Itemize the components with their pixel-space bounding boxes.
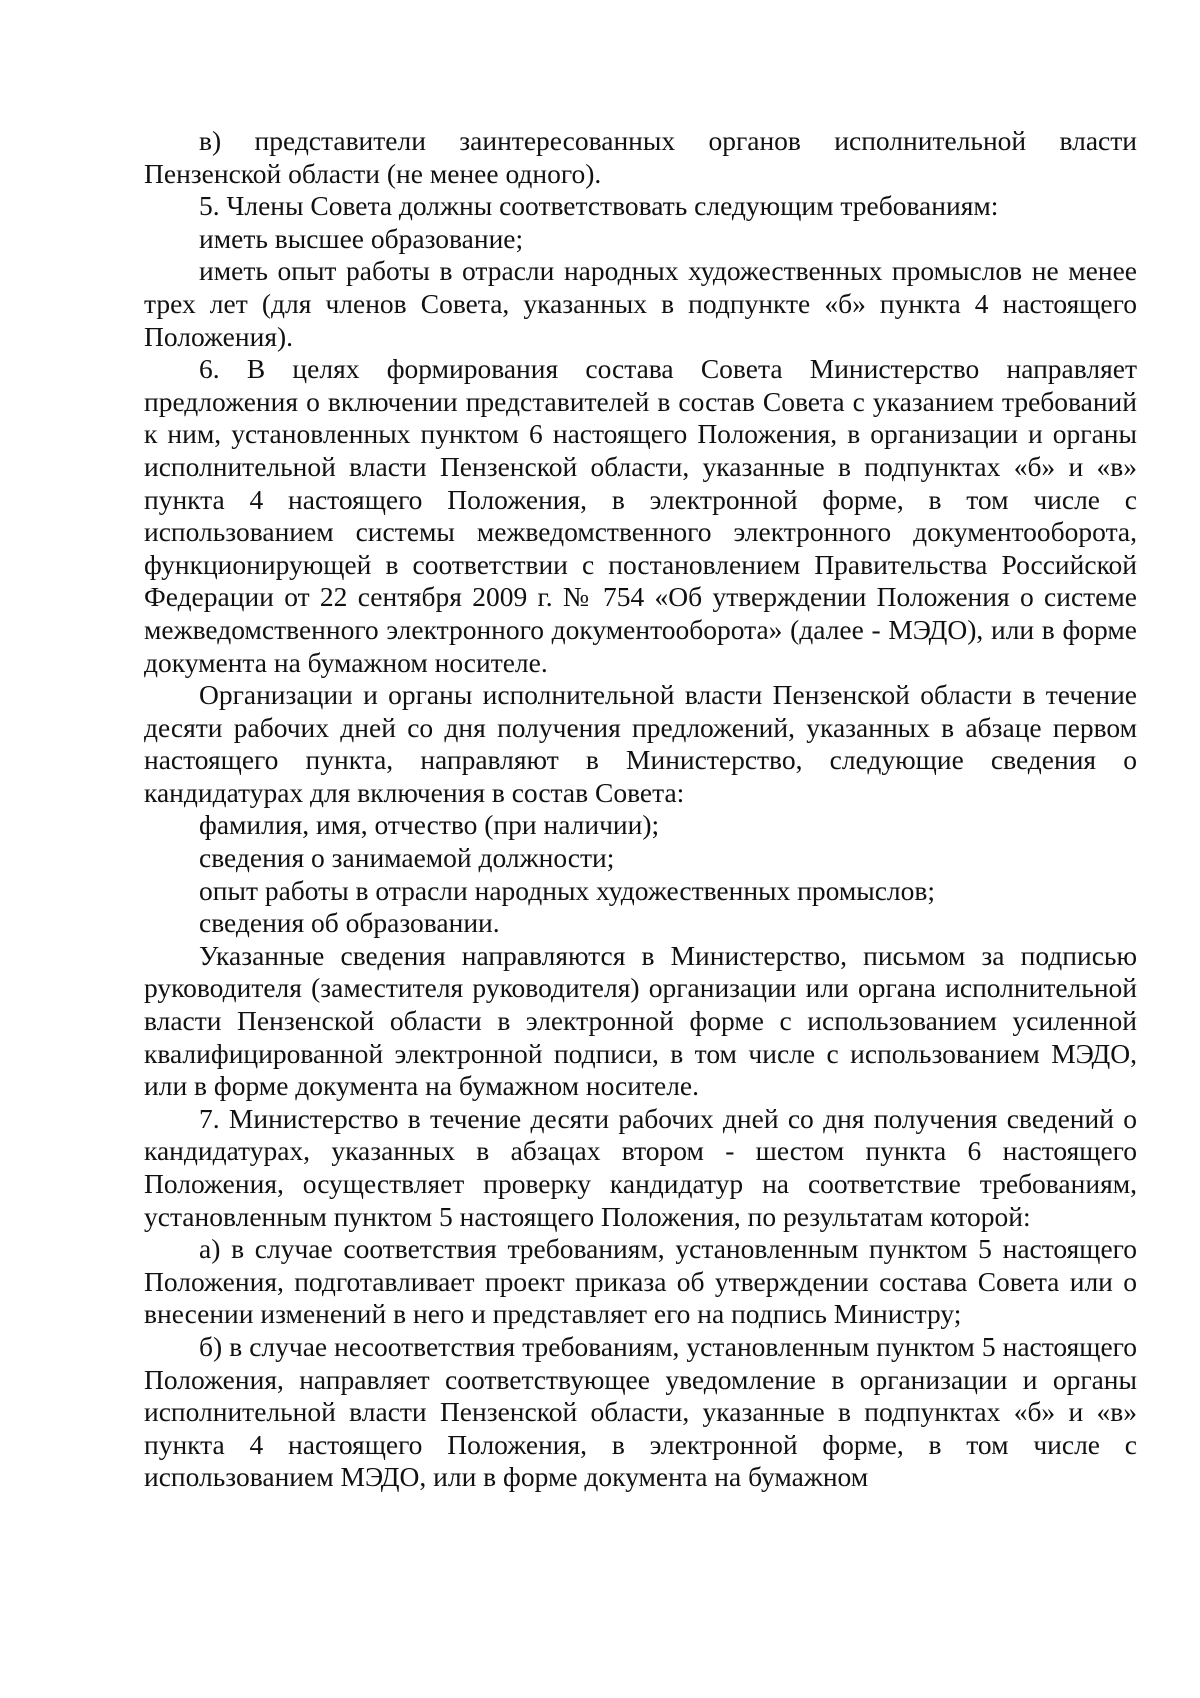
list-item-position: сведения о занимаемой должности; <box>199 842 615 874</box>
paragraph-3v-representatives: в) представители заинтересованных органов исполнительной власти Пензенской области (не менее одного). <box>144 125 1137 189</box>
document-page <box>144 125 1137 1494</box>
paragraph-7a-compliance: а) в случае соответствия требованиям, установленным пунктом 5 настоящего Положения, подготавливает проект приказа об утверждении состава Совета или о внесении изменений в него и представляет его на подпись Министру; <box>144 1233 1137 1330</box>
paragraph-work-experience: иметь опыт работы в отрасли народных художественных промыслов не менее трех лет (для членов Совета, указанных в подпункте «б» пункта 4 настоящего Положения). <box>144 255 1137 352</box>
paragraph-7b-noncompliance: б) в случае несоответствия требованиям, установленным пунктом 5 настоящего Положения, направляет соответствующее уведомление в организации и органы исполнительной власти Пензенской области, указанные в подпунктах «б» и «в» пункта 4 настоящего Положения, в электронной форме, в том числе с использованием МЭДО, или в форме документа на бумажном <box>144 1330 1137 1493</box>
paragraph-6-formation: 6. В целях формирования состава Совета Министерство направляет предложения о включении представителей в состав Совета с указанием требований к ним, установленных пунктом 6 настоящего Положения, в организации и органы исполнительной власти Пензенской области, указанные в подпунктах «б» и «в» пункта 4 настоящего Положения, в электронной форме, в том числе с использованием системы межведомственного электронного документооборота, функционирующей в соответствии с постановлением Правительства Российской Федерации от 22 сентября 2009 г. № 754 «Об утверждении Положения о системе межведомственного электронного документооборота» (далее - МЭДО), или в форме документа на бумажном носителе. <box>144 353 1137 678</box>
paragraph-organizations-submit: Организации и органы исполнительной власти Пензенской области в течение десяти рабочих дней со дня получения предложений, указанных в абзаце первом настоящего пункта, направляют в Министерство, следующие сведения о кандидатурах для включения в состав Совета: <box>144 679 1137 808</box>
list-item-full-name: фамилия, имя, отчество (при наличии); <box>199 809 660 841</box>
paragraph-higher-education: иметь высшее образование; <box>199 222 524 254</box>
paragraph-7-verification: 7. Министерство в течение десяти рабочих дней со дня получения сведений о кандидатурах, указанных в абзацах втором - шестом пункта 6 настоящего Положения, осуществляет проверку кандидатур на соответствие требованиям, установленным пунктом 5 настоящего Положения, по результатам которой: <box>144 1102 1137 1232</box>
paragraph-letter-signature: Указанные сведения направляются в Министерство, письмом за подписью руководителя (заместителя руководителя) организации или органа исполнительной власти Пензенской области в электронной форме с использованием усиленной квалифицированной электронной подписи, в том числе с использованием МЭДО, или в форме документа на бумажном носителе. <box>144 939 1137 1102</box>
paragraph-5-requirements: 5. Члены Совета должны соответствовать следующим требованиям: <box>199 190 999 222</box>
list-item-experience: опыт работы в отрасли народных художественных промыслов; <box>199 874 936 906</box>
list-item-education: сведения об образовании. <box>199 907 500 939</box>
